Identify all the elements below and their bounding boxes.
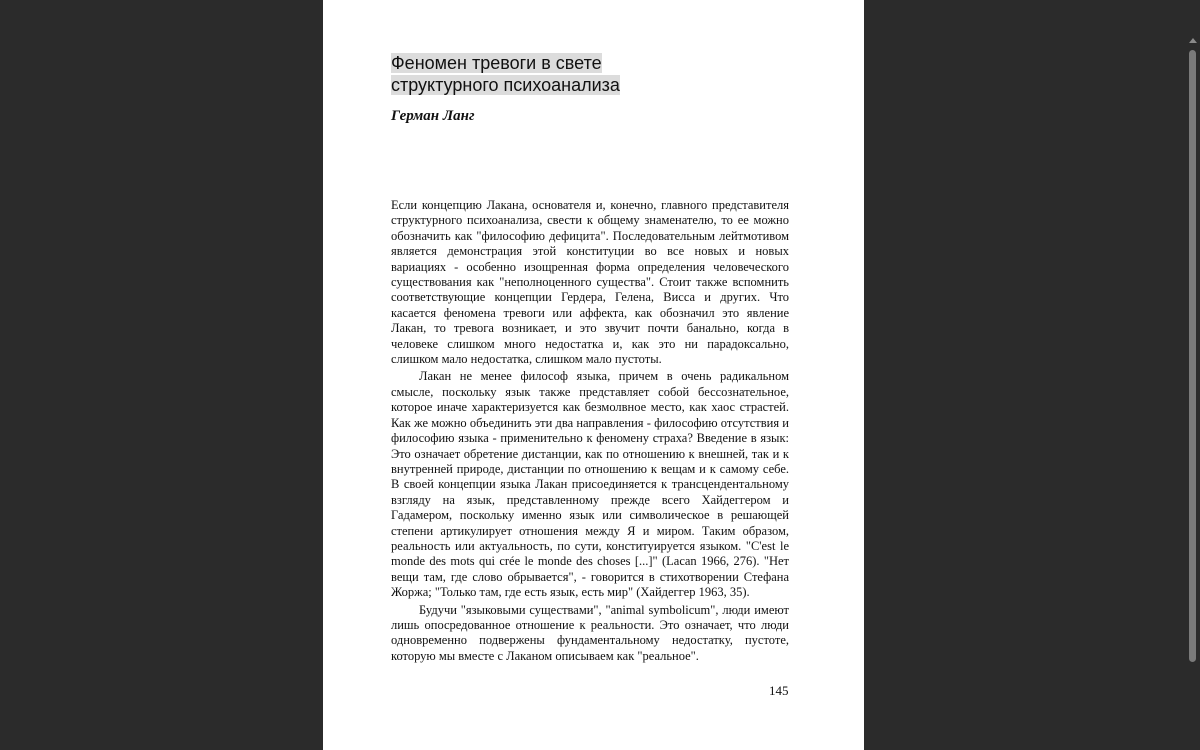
article-author: Герман Ланг [391,108,475,124]
article-body [391,198,789,666]
article-title [391,52,690,96]
scroll-up-icon[interactable] [1189,38,1197,43]
title-line-1: Феномен тревоги в свете [391,53,602,73]
title-line-2: структурного психоанализа [391,75,620,95]
scrollbar-thumb[interactable] [1189,50,1196,662]
document-page [323,0,864,750]
paragraph-2: Лакан не менее философ языка, причем в очень радикальном смысле, поскольку язык также представляет собой бессознательное, которое иначе характеризуется как безмолвное место, как хаос страстей. Как же можно объединить эти два направления - философию отсутствия и философию языка - применительно к феномену страха? Введение в язык: Это означает обретение дистанции, как по отношению к внешней, так и к внутренней природе, дистанции по отношению к вещам и к самому себе. В своей концепции языка Лакан присоединяется к трансцендентальному взгляду на язык, представленному прежде всего Хайдеггером и Гадамером, поскольку именно язык или символическое в решающей степени артикулирует отношения между Я и миром. Таким образом, реальность или актуальность, по сути, конституируется языком. "C'est le monde des mots qui crée le monde des choses [...]" (Lacan 1966, 276). "Нет вещи там, где слово обрывается", - говорится в стихотворении Стефана Жоржа; "Только там, где есть язык, есть мир" (Хайдеггер 1963, 35). [391,369,789,600]
paragraph-1: Если концепцию Лакана, основателя и, конечно, главного представителя структурного психоанализа, свести к общему знаменателю, то ее можно обозначить как "философию дефицита". Последовательным лейтмотивом является демонстрация этой конституции во все новых и новых вариациях - особенно изощренная форма определения человеческого существования как "неполноценного существа". Стоит также вспомнить соответствующие концепции Гердера, Гелена, Висса и других. Что касается феномена тревоги или аффекта, как обозначил это явление Лакан, то тревога возникает, и это звучит почти банально, когда в человеке слишком много недостатка и, как это ни парадоксально, слишком мало недостатка, слишком мало пустоты. [391,198,789,367]
paragraph-3: Будучи "языковыми существами", "animal symbolicum", люди имеют лишь опосредованное отношение к реальности. Это означает, что люди одновременно подвержены фундаментальному недостатку, пустоте, которую мы вместе с Лаканом описываем как "реальное". [391,602,789,663]
vertical-scrollbar[interactable] [1186,0,1200,750]
page-number: 145 [769,683,789,698]
